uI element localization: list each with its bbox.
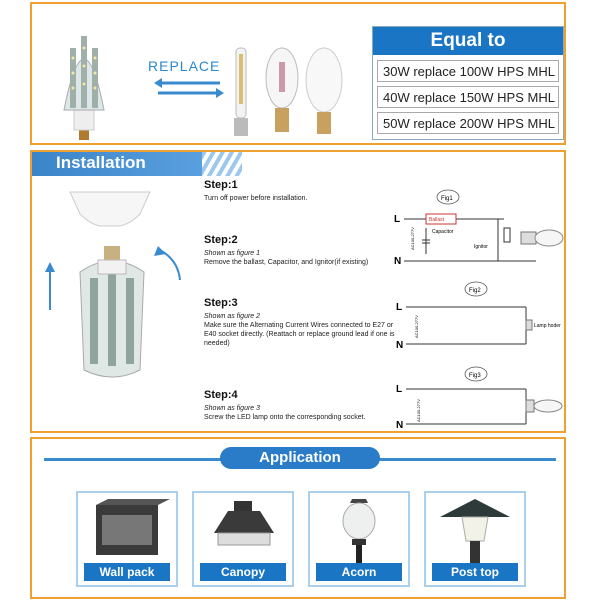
replace-row: 30W replace 100W HPS MHL <box>377 60 559 82</box>
equal-to-title: Equal to <box>373 27 563 55</box>
acorn-image <box>310 493 408 563</box>
replace-row: 50W replace 200W HPS MHL <box>377 112 559 134</box>
application-label-post-top: Post top <box>432 563 518 581</box>
installation-title: Installation <box>56 153 146 172</box>
step-4-text: Screw the LED lamp onto the corresponding socket. <box>204 414 366 421</box>
application-card-post-top <box>424 491 526 587</box>
step-3-title: Step:3 <box>204 297 238 309</box>
fig1-label: Fig1 <box>441 196 453 202</box>
line-terminal-label: L <box>396 302 403 313</box>
step-2-note: Shown as figure 1 <box>204 250 261 257</box>
replace-label: REPLACE <box>148 58 221 74</box>
header-stripe <box>202 152 242 176</box>
neutral-terminal-label: N <box>394 256 402 267</box>
step-3-text: Make sure the Alternating Current Wires connected to E27 or E40 socket directly. (Reattach or replace ground lead if one is needed) <box>204 322 395 347</box>
application-card-canopy <box>192 491 294 587</box>
step-2-text: Remove the ballast, Capacitor, and Ignitor(if existing) <box>204 259 369 266</box>
swap-arrows-icon <box>154 78 224 98</box>
application-panel <box>30 437 566 599</box>
replacement-panel <box>30 2 566 145</box>
installation-lamp-image <box>40 190 190 390</box>
application-card-wall-pack <box>76 491 178 587</box>
fig2-label: Fig2 <box>469 288 481 294</box>
wiring-figure-3 <box>386 364 564 434</box>
application-label-wall-pack: Wall pack <box>84 563 170 581</box>
lamp-holder-label: Lamp hoder <box>534 323 561 329</box>
hps-bulbs-image <box>228 38 348 142</box>
step-2-title: Step:2 <box>204 234 238 246</box>
equal-to-table <box>372 26 564 140</box>
step-4-note: Shown as figure 3 <box>204 405 261 412</box>
step-3-note: Shown as figure 2 <box>204 313 261 320</box>
post-top-image <box>426 493 524 563</box>
application-title: Application <box>220 447 380 469</box>
led-corn-lamp-image <box>54 18 114 142</box>
fig3-label: Fig3 <box>469 373 481 379</box>
step-1-title: Step:1 <box>204 179 238 191</box>
ignitor-label: Ignitor <box>474 244 488 250</box>
voltage-label: AC100-277V <box>410 227 415 250</box>
line-terminal-label: L <box>394 214 401 225</box>
wiring-figure-1 <box>386 188 564 268</box>
neutral-terminal-label: N <box>396 420 404 431</box>
wall-pack-image <box>78 493 176 563</box>
step-4-title: Step:4 <box>204 389 238 401</box>
application-card-acorn <box>308 491 410 587</box>
ballast-label: Ballast <box>429 217 445 223</box>
replace-row: 40W replace 150W HPS MHL <box>377 86 559 108</box>
voltage-label: AC100-277V <box>414 315 419 338</box>
installation-panel <box>30 150 566 433</box>
line-terminal-label: L <box>396 384 403 395</box>
application-label-canopy: Canopy <box>200 563 286 581</box>
application-label-acorn: Acorn <box>316 563 402 581</box>
capacitor-label: Capacitor <box>432 229 454 235</box>
canopy-image <box>194 493 292 563</box>
neutral-terminal-label: N <box>396 340 404 351</box>
step-1-text: Turn off power before installation. <box>204 195 308 202</box>
voltage-label: AC100-277V <box>416 399 421 422</box>
wiring-figure-2 <box>386 280 564 352</box>
